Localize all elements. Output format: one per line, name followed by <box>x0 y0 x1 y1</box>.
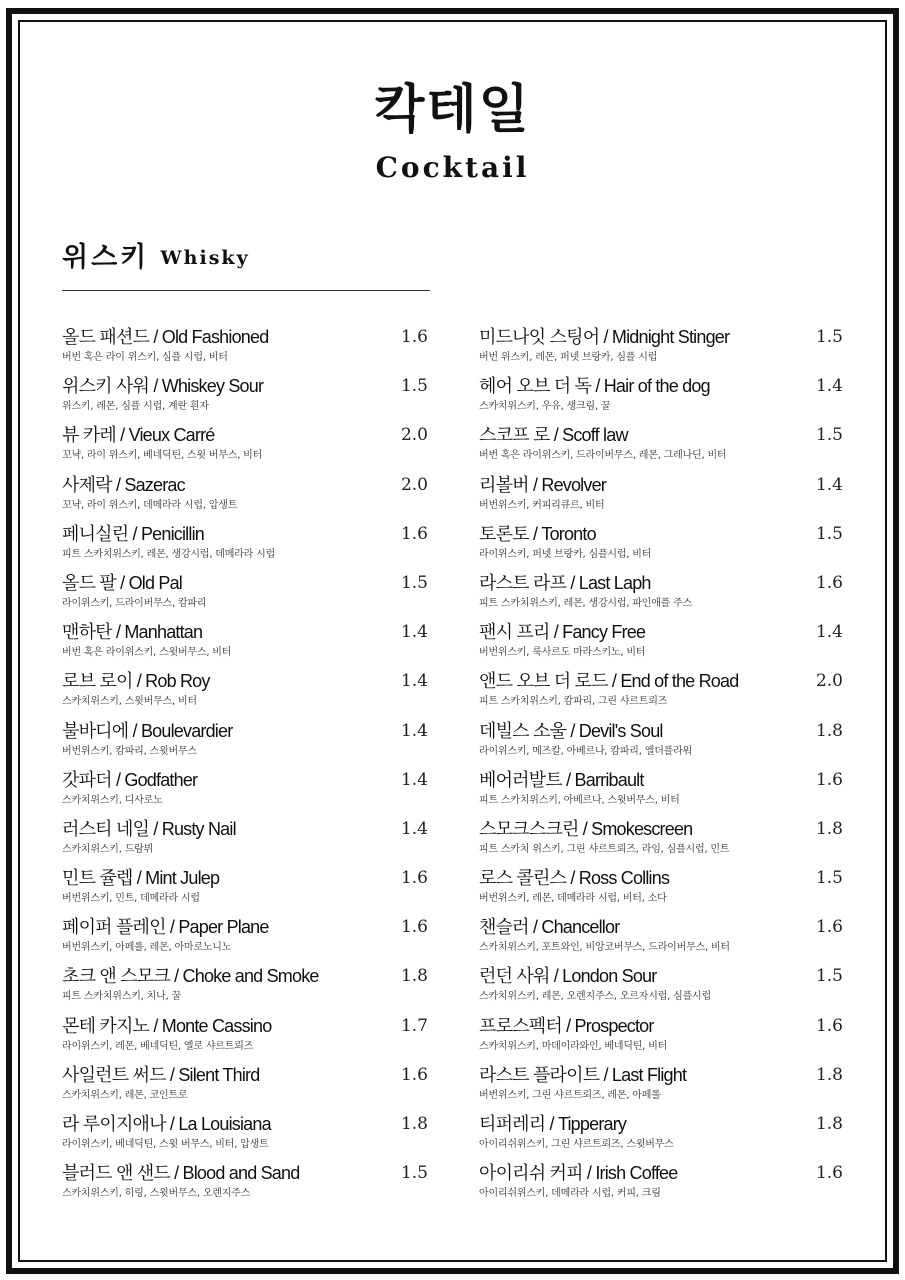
menu-item <box>479 422 843 471</box>
cocktail-name: 미드나잇 스팅어 / Midnight Stinger <box>479 327 730 347</box>
cocktail-ingredients: 버번 혹은 라이위스키, 스윗버무스, 비터 <box>62 647 232 659</box>
cocktail-price: 1.5 <box>815 327 843 347</box>
cocktail-ingredients: 스카치위스키, 레몬, 코인트로 <box>62 1089 188 1101</box>
menu-item <box>62 324 428 373</box>
section-divider <box>62 290 430 291</box>
section-title-korean: 위스키 <box>62 242 150 273</box>
cocktail-name: 블러드 앤 샌드 / Blood and Sand <box>62 1163 300 1184</box>
menu-column-left <box>62 324 428 1209</box>
cocktail-price: 1.8 <box>400 1114 428 1134</box>
cocktail-name: 불바디에 / Boulevardier <box>62 720 233 741</box>
cocktail-ingredients: 버번위스키, 룩사르도 마라스키노, 비터 <box>479 647 646 659</box>
cocktail-name: 챈슬러 / Chancellor <box>479 917 620 938</box>
menu-item <box>479 718 843 767</box>
cocktail-price: 1.8 <box>815 1114 843 1134</box>
cocktail-ingredients: 아이리쉬위스키, 데메라라 시럽, 커피, 크림 <box>479 1188 661 1200</box>
cocktail-price: 1.5 <box>400 572 428 593</box>
cocktail-price: 1.5 <box>815 425 843 446</box>
menu-item <box>479 816 843 865</box>
cocktail-name: 로스 콜린스 / Ross Collins <box>479 868 670 889</box>
cocktail-name: 올드 패션드 / Old Fashioned <box>62 327 269 347</box>
cocktail-price: 1.7 <box>400 1015 428 1036</box>
cocktail-ingredients: 버번 위스키, 레몬, 퍼넷 브랑카, 심플 시럽 <box>479 352 658 363</box>
cocktail-ingredients: 라이위스키, 베네딕틴, 스윗 버무스, 비터, 압생트 <box>62 1139 269 1150</box>
cocktail-name: 라스트 플라이트 / Last Flight <box>479 1064 687 1085</box>
cocktail-ingredients: 스카치위스키, 스윗버무스, 비터 <box>62 696 197 708</box>
cocktail-name: 토론토 / Toronto <box>479 523 596 544</box>
cocktail-ingredients: 피트 스카치위스키, 레몬, 생강시럽, 파인애플 주스 <box>479 597 693 609</box>
menu-title-english: Cocktail <box>375 151 530 184</box>
cocktail-name: 사일런트 써드 / Silent Third <box>62 1064 260 1085</box>
cocktail-ingredients: 스카치위스키, 우유, 생크림, 꿀 <box>479 401 611 413</box>
cocktail-name: 런던 사워 / London Sour <box>479 966 657 987</box>
menu-item <box>62 865 428 914</box>
cocktail-price: 1.8 <box>815 720 843 741</box>
cocktail-name: 민트 쥴렙 / Mint Julep <box>62 868 220 889</box>
menu-item <box>62 914 428 963</box>
cocktail-price: 1.6 <box>815 572 843 593</box>
menu-item <box>62 422 428 471</box>
cocktail-ingredients: 피트 스카치위스키, 레몬, 생강시럽, 데메라라 시럽 <box>62 548 276 560</box>
cocktail-price: 1.6 <box>400 917 428 938</box>
cocktail-name: 올드 팔 / Old Pal <box>62 572 182 593</box>
cocktail-price: 1.6 <box>400 1064 428 1085</box>
menu-item <box>62 718 428 767</box>
cocktail-ingredients: 꼬냑, 라이 위스키, 베네딕틴, 스윗 버무스, 비터 <box>62 450 263 462</box>
cocktail-name: 스모크스크린 / Smokescreen <box>479 818 693 839</box>
cocktail-price: 1.6 <box>815 769 843 790</box>
cocktail-price: 1.8 <box>815 818 843 839</box>
cocktail-price: 1.4 <box>400 818 428 839</box>
cocktail-ingredients: 버번 혹은 라이위스키, 드라이버무스, 레몬, 그레나딘, 비터 <box>479 450 727 462</box>
cocktail-price: 1.6 <box>400 868 428 889</box>
cocktail-price: 1.5 <box>400 376 428 397</box>
cocktail-price: 1.8 <box>400 966 428 987</box>
cocktail-ingredients: 라이위스키, 메즈칼, 아베르나, 캄파리, 엘더플라워 <box>479 745 693 757</box>
cocktail-name: 러스티 네일 / Rusty Nail <box>62 818 236 839</box>
section-heading <box>62 240 250 276</box>
cocktail-ingredients: 스카치위스키, 히링, 스윗버무스, 오렌지주스 <box>62 1188 251 1200</box>
cocktail-ingredients: 피트 스카치위스키, 아베르나, 스윗버무스, 비터 <box>479 794 680 806</box>
cocktail-name: 앤드 오브 더 로드 / End of the Road <box>479 671 739 692</box>
cocktail-name: 사제락 / Sazerac <box>62 474 185 495</box>
menu-title-korean: 칵테일 <box>374 79 531 140</box>
menu-item <box>62 570 428 619</box>
cocktail-ingredients: 라이위스키, 레몬, 베네딕틴, 옐로 샤르트뢰즈 <box>62 1040 254 1052</box>
menu-item <box>479 521 843 570</box>
menu-item <box>62 767 428 816</box>
cocktail-name: 뷰 카레 / Vieux Carré <box>62 425 215 446</box>
cocktail-ingredients: 스카치위스키, 레몬, 오렌지주스, 오르자시럽, 심플시럽 <box>479 991 711 1003</box>
cocktail-name: 데빌스 소울 / Devil's Soul <box>479 720 663 741</box>
cocktail-name: 아이리쉬 커피 / Irish Coffee <box>479 1163 678 1184</box>
cocktail-ingredients: 피트 스카치위스키, 캄파리, 그린 샤르트뢰즈 <box>479 696 668 708</box>
cocktail-ingredients: 버번위스키, 레몬, 데메라라 시럽, 비터, 소다 <box>479 893 667 905</box>
cocktail-price: 1.4 <box>400 622 428 643</box>
cocktail-price: 2.0 <box>815 671 843 692</box>
cocktail-price: 1.4 <box>400 769 428 790</box>
cocktail-name: 베어러발트 / Barribault <box>479 769 644 790</box>
menu-item <box>479 668 843 717</box>
cocktail-ingredients: 라이위스키, 퍼넷 브랑카, 심플시럽, 비터 <box>479 548 652 560</box>
cocktail-price: 1.5 <box>400 1163 428 1184</box>
menu-item <box>62 1062 428 1111</box>
cocktail-name: 티퍼레리 / Tipperary <box>479 1114 627 1134</box>
menu-item <box>62 668 428 717</box>
cocktail-price: 1.6 <box>400 327 428 347</box>
cocktail-price: 2.0 <box>400 474 428 495</box>
cocktail-ingredients: 스카치위스키, 마데이라와인, 베네딕틴, 비터 <box>479 1040 668 1052</box>
menu-item <box>479 1013 843 1062</box>
cocktail-price: 1.6 <box>400 523 428 544</box>
menu-item <box>62 472 428 521</box>
menu-item <box>479 767 843 816</box>
cocktail-ingredients: 아이리쉬위스키, 그린 샤르트뢰즈, 스윗버무스 <box>479 1139 674 1150</box>
menu-item <box>479 324 843 373</box>
cocktail-price: 1.4 <box>400 720 428 741</box>
cocktail-ingredients: 위스키, 레몬, 심플 시럽, 계란 흰자 <box>62 401 209 413</box>
cocktail-price: 1.6 <box>815 1015 843 1036</box>
cocktail-name: 몬테 카지노 / Monte Cassino <box>62 1015 272 1036</box>
menu-item <box>479 1160 843 1209</box>
cocktail-price: 1.6 <box>815 917 843 938</box>
menu-item <box>479 914 843 963</box>
menu-column-right <box>479 324 843 1209</box>
cocktail-name: 헤어 오브 더 독 / Hair of the dog <box>479 376 710 397</box>
cocktail-price: 1.5 <box>815 966 843 987</box>
cocktail-name: 페이퍼 플레인 / Paper Plane <box>62 917 269 938</box>
cocktail-price: 1.8 <box>815 1064 843 1085</box>
cocktail-ingredients: 버번위스키, 민트, 데메라라 시럽 <box>62 893 200 905</box>
menu-item <box>479 963 843 1012</box>
menu-item <box>62 816 428 865</box>
menu-item <box>479 570 843 619</box>
cocktail-ingredients: 피트 스카치 위스키, 그린 샤르트뢰즈, 라임, 심플시럽, 민트 <box>479 843 730 855</box>
cocktail-price: 1.4 <box>815 376 843 397</box>
cocktail-price: 2.0 <box>400 425 428 446</box>
cocktail-name: 페니실린 / Penicillin <box>62 523 204 544</box>
cocktail-name: 초크 앤 스모크 / Choke and Smoke <box>62 966 319 987</box>
cocktail-price: 1.4 <box>400 671 428 692</box>
menu-item <box>479 619 843 668</box>
cocktail-name: 프로스펙터 / Prospector <box>479 1015 654 1036</box>
cocktail-ingredients: 꼬냑, 라이 위스키, 데메라라 시럽, 압생트 <box>62 499 238 511</box>
cocktail-name: 라 루이지애나 / La Louisiana <box>62 1114 271 1134</box>
cocktail-ingredients: 스카치위스키, 디사로노 <box>62 794 163 806</box>
cocktail-name: 리볼버 / Revolver <box>479 474 606 495</box>
cocktail-price: 1.6 <box>815 1163 843 1184</box>
menu-item <box>62 1160 428 1209</box>
cocktail-price: 1.5 <box>815 523 843 544</box>
menu-item <box>62 373 428 422</box>
cocktail-name: 팬시 프리 / Fancy Free <box>479 622 646 643</box>
cocktail-price: 1.4 <box>815 622 843 643</box>
cocktail-ingredients: 라이위스키, 드라이버무스, 캄파리 <box>62 597 207 609</box>
cocktail-ingredients: 버번위스키, 아페롤, 레몬, 아마로노니노 <box>62 942 232 954</box>
cocktail-ingredients: 버번위스키, 캄파리, 스윗버무스 <box>62 745 197 757</box>
menu-item <box>62 619 428 668</box>
menu-item <box>62 1111 428 1160</box>
cocktail-name: 로브 로이 / Rob Roy <box>62 671 210 692</box>
cocktail-ingredients: 스카치위스키, 드람뷔 <box>62 843 154 855</box>
section-title-english: Whisky <box>160 247 250 269</box>
menu-item <box>62 963 428 1012</box>
menu-item <box>479 865 843 914</box>
menu-item <box>479 373 843 422</box>
cocktail-ingredients: 스카치위스키, 포트와인, 비앙코버무스, 드라이버무스, 비터 <box>479 942 730 954</box>
cocktail-ingredients: 버번 혹은 라이 위스키, 심플 시럽, 비터 <box>62 352 228 363</box>
cocktail-ingredients: 버번위스키, 그린 샤르트뢰즈, 레몬, 아페롤 <box>479 1089 661 1101</box>
cocktail-name: 맨하탄 / Manhattan <box>62 622 203 643</box>
menu-item <box>62 521 428 570</box>
menu-item <box>479 472 843 521</box>
cocktail-name: 라스트 라프 / Last Laph <box>479 572 651 593</box>
menu-item <box>479 1111 843 1160</box>
menu-item <box>62 1013 428 1062</box>
cocktail-ingredients: 버번위스키, 커피리큐르, 비터 <box>479 499 605 511</box>
cocktail-name: 스코프 로 / Scoff law <box>479 425 628 446</box>
cocktail-ingredients: 피트 스카치위스키, 치나, 꿀 <box>62 991 181 1003</box>
cocktail-price: 1.5 <box>815 868 843 889</box>
cocktail-name: 위스키 사워 / Whiskey Sour <box>62 376 264 397</box>
menu-item <box>479 1062 843 1111</box>
cocktail-name: 갓파더 / Godfather <box>62 769 198 790</box>
cocktail-price: 1.4 <box>815 474 843 495</box>
